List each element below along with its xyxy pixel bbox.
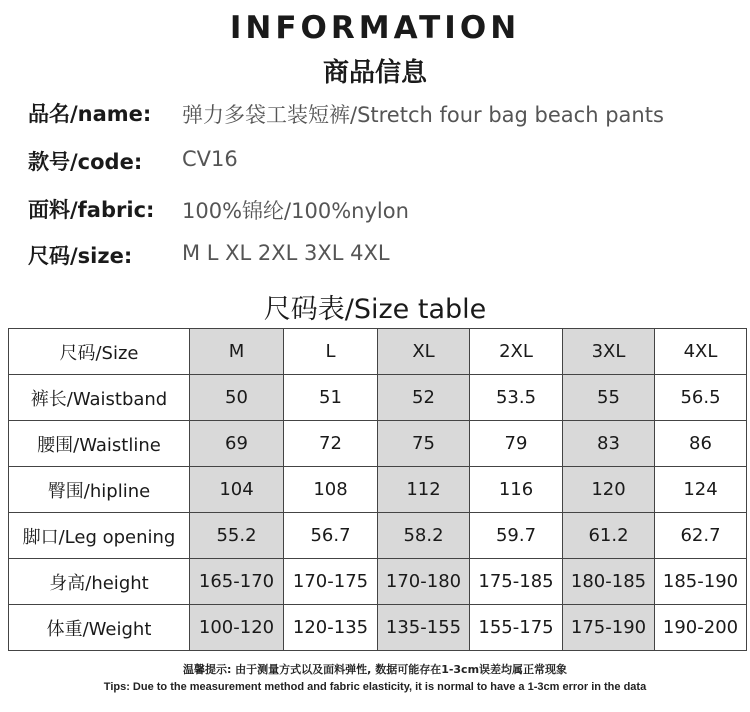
size-header-cell: XL — [378, 329, 470, 375]
table-cell: 112 — [378, 467, 470, 513]
info-key-name: 品名/name: — [28, 102, 152, 126]
info-key-size: 尺码/size: — [28, 244, 133, 268]
table-cell: 62.7 — [655, 513, 747, 559]
info-value-fabric: 100%锦纶/100%nylon — [182, 199, 409, 223]
table-cell: 72 — [284, 421, 378, 467]
info-key-code: 款号/code: — [28, 150, 143, 174]
table-cell: 116 — [470, 467, 563, 513]
size-header-cell: 2XL — [470, 329, 563, 375]
table-cell: 155-175 — [470, 605, 563, 651]
table-cell: 124 — [655, 467, 747, 513]
table-cell: 120 — [563, 467, 655, 513]
size-header-row — [9, 329, 747, 375]
table-cell: 53.5 — [470, 375, 563, 421]
info-value-name: 弹力多袋工装短裤/Stretch four bag beach pants — [182, 103, 664, 127]
size-table-title: 尺码表/Size table — [263, 294, 487, 325]
table-row — [9, 375, 747, 421]
info-value-code: CV16 — [182, 147, 238, 171]
table-cell: 175-190 — [563, 605, 655, 651]
table-cell: 50 — [190, 375, 284, 421]
table-cell: 75 — [378, 421, 470, 467]
row-label: 身高/height — [9, 559, 190, 605]
size-header-cell: L — [284, 329, 378, 375]
table-cell: 86 — [655, 421, 747, 467]
page-subtitle: 商品信息 — [322, 58, 427, 88]
table-cell: 190-200 — [655, 605, 747, 651]
table-cell: 170-180 — [378, 559, 470, 605]
row-label: 脚口/Leg opening — [9, 513, 190, 559]
table-cell: 59.7 — [470, 513, 563, 559]
table-cell: 165-170 — [190, 559, 284, 605]
size-header-cell: M — [190, 329, 284, 375]
table-cell: 61.2 — [563, 513, 655, 559]
size-table — [8, 328, 747, 651]
table-cell: 58.2 — [378, 513, 470, 559]
table-cell: 51 — [284, 375, 378, 421]
page-title: INFORMATION — [229, 10, 521, 46]
table-row — [9, 559, 747, 605]
table-cell: 120-135 — [284, 605, 378, 651]
table-cell: 55 — [563, 375, 655, 421]
table-cell: 100-120 — [190, 605, 284, 651]
table-cell: 185-190 — [655, 559, 747, 605]
table-cell: 135-155 — [378, 605, 470, 651]
table-cell: 170-175 — [284, 559, 378, 605]
table-row — [9, 513, 747, 559]
info-key-fabric: 面料/fabric: — [28, 198, 155, 222]
row-label: 腰围/Waistline — [9, 421, 190, 467]
tip-note-chinese: 温馨提示: 由于测量方式以及面料弹性, 数据可能存在1-3cm误差均属正常现象 — [182, 663, 568, 676]
row-label: 体重/Weight — [9, 605, 190, 651]
table-cell: 83 — [563, 421, 655, 467]
table-row — [9, 421, 747, 467]
table-cell: 56.5 — [655, 375, 747, 421]
table-cell: 180-185 — [563, 559, 655, 605]
row-label: 臀围/hipline — [9, 467, 190, 513]
table-row — [9, 605, 747, 651]
table-cell: 55.2 — [190, 513, 284, 559]
table-cell: 108 — [284, 467, 378, 513]
table-cell: 175-185 — [470, 559, 563, 605]
row-label: 裤长/Waistband — [9, 375, 190, 421]
table-cell: 79 — [470, 421, 563, 467]
size-header-cell: 4XL — [655, 329, 747, 375]
table-cell: 56.7 — [284, 513, 378, 559]
table-row — [9, 467, 747, 513]
size-header-label: 尺码/Size — [9, 329, 190, 375]
table-cell: 104 — [190, 467, 284, 513]
table-cell: 52 — [378, 375, 470, 421]
size-header-cell: 3XL — [563, 329, 655, 375]
tip-note-english: Tips: Due to the measurement method and fabric elasticity, it is normal to have a 1-3cm error in the data — [103, 681, 647, 693]
table-cell: 69 — [190, 421, 284, 467]
info-value-size: M L XL 2XL 3XL 4XL — [182, 241, 390, 265]
